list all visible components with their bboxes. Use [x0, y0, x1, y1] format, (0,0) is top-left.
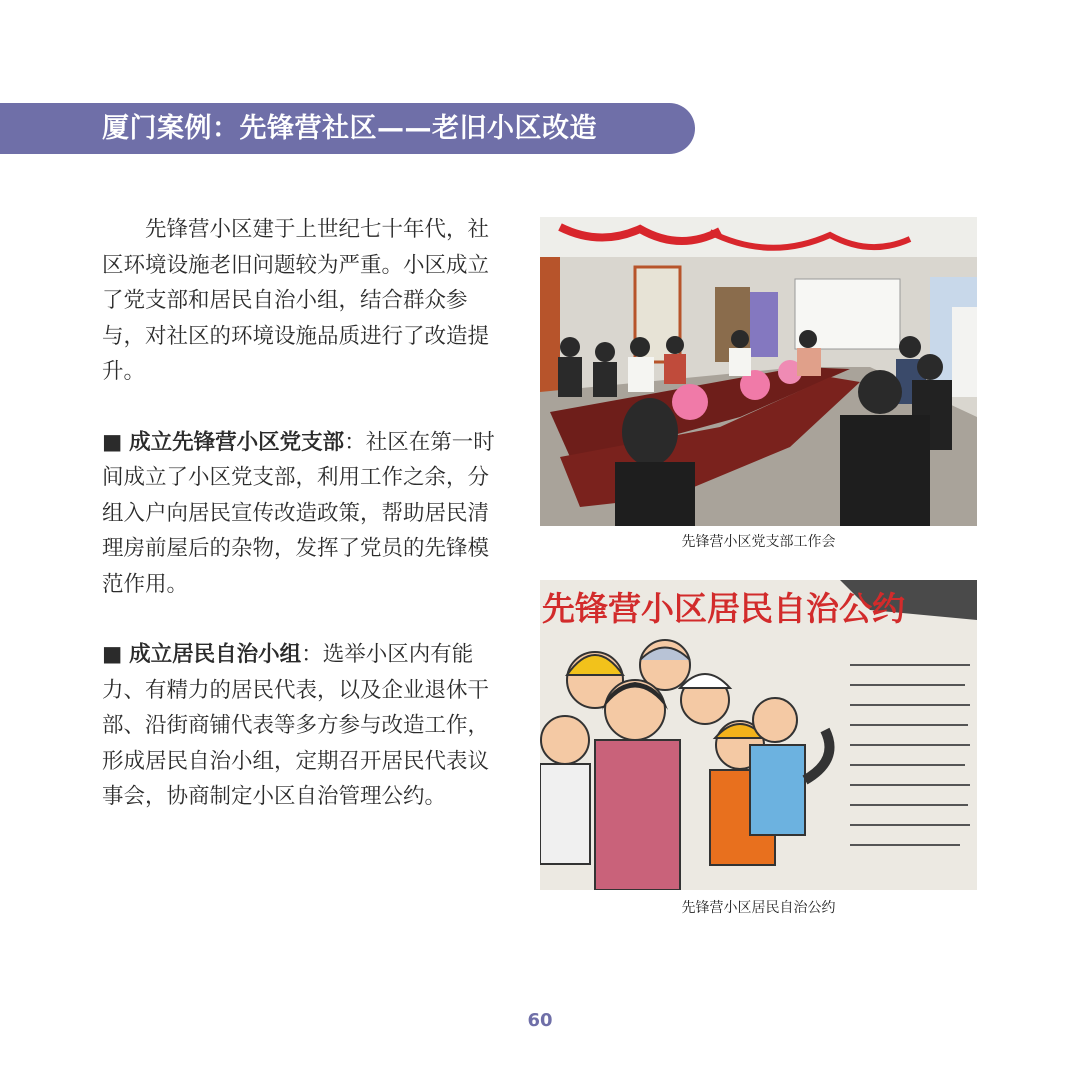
body-text — [102, 212, 497, 815]
meeting-photo-caption: 先锋营小区党支部工作会 — [681, 534, 836, 550]
section-text: ：社区在第一时间成立了小区党支部，利用工作之余，分组入户向居民宣传改造政策，帮助居民清理房前屋后的杂物，发挥了党员的先锋模范作用。 — [102, 429, 495, 597]
page-number: 60 — [527, 1010, 553, 1031]
section-text: ：选举小区内有能力、有精力的居民代表，以及企业退休干部、沿街商铺代表等多方参与改造工作，形成居民自治小组，定期召开居民代表议事会，协商制定小区自治管理公约。 — [102, 642, 490, 809]
page-title: 厦门案例：先锋营社区——老旧小区改造 — [102, 113, 597, 144]
mural-photo — [540, 580, 977, 890]
bullet-square: ■ — [102, 642, 123, 667]
meeting-photo — [540, 217, 977, 526]
section-heading: 成立居民自治小组 — [129, 642, 302, 667]
title-banner — [0, 103, 695, 154]
mural-title: 先锋营小区居民自治公约 — [542, 589, 905, 628]
section-party-branch — [102, 425, 497, 603]
mural-photo-caption: 先锋营小区居民自治公约 — [681, 900, 836, 916]
bullet-square: ■ — [102, 429, 123, 455]
intro-paragraph: 先锋营小区建于上世纪七十年代，社区环境设施老旧问题较为严重。小区成立了党支部和居民自治小组，结合群众参与，对社区的环境设施品质进行了改造提升。 — [102, 217, 490, 384]
section-heading: 成立先锋营小区党支部 — [129, 429, 345, 455]
section-self-governance — [102, 637, 497, 815]
